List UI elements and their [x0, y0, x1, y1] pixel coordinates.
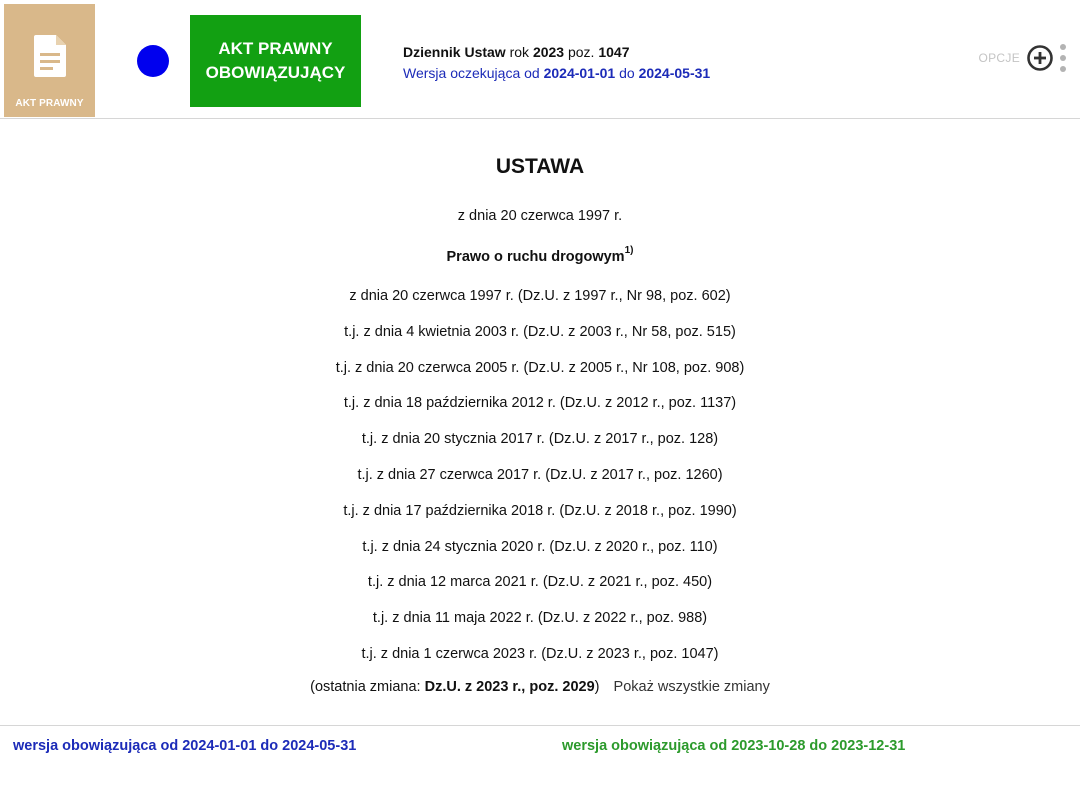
- history-item[interactable]: t.j. z dnia 20 stycznia 2017 r. (Dz.U. z 2017 r., poz. 128): [361, 431, 719, 448]
- position-label: poz.: [567, 44, 595, 60]
- act-content: [0, 119, 1080, 725]
- vertical-dots-icon[interactable]: [1060, 44, 1066, 72]
- publication-history-list: [0, 279, 1080, 673]
- show-all-changes-link[interactable]: Pokaż wszystkie zmiany: [613, 679, 770, 695]
- previous-version-link[interactable]: wersja obowiązująca od 2023-10-28 do 2023-12-31: [562, 738, 906, 754]
- status-indicator-dot: [137, 45, 169, 77]
- publication-reference: [403, 42, 710, 63]
- act-name: [0, 247, 1080, 265]
- history-item[interactable]: t.j. z dnia 27 czerwca 2017 r. (Dz.U. z 2017 r., poz. 1260): [357, 466, 723, 483]
- options-label[interactable]: OPCJE: [978, 51, 1020, 65]
- journal-year: 2023: [532, 44, 565, 60]
- status-line-2: OBOWIĄZUJĄCY: [205, 63, 346, 82]
- journal-position: 1047: [598, 44, 630, 60]
- journal-name: Dziennik Ustaw: [403, 44, 506, 60]
- last-change-info: [0, 679, 1080, 695]
- history-item[interactable]: z dnia 20 czerwca 1997 r. (Dz.U. z 1997 r., Nr 98, poz. 602): [349, 288, 731, 304]
- footnote-marker[interactable]: 1): [624, 245, 634, 256]
- history-item[interactable]: t.j. z dnia 18 października 2012 r. (Dz.U. z 2012 r., poz. 1137): [343, 395, 737, 412]
- current-version-link[interactable]: wersja obowiązująca od 2024-01-01 do 2024-05-31: [13, 738, 357, 754]
- options-menu[interactable]: [978, 44, 1066, 72]
- version-footer: [0, 725, 1080, 799]
- document-icon: [32, 34, 68, 78]
- year-label: rok: [509, 44, 530, 60]
- act-date: z dnia 20 czerwca 1997 r.: [457, 208, 623, 224]
- history-item[interactable]: t.j. z dnia 1 czerwca 2023 r. (Dz.U. z 2023 r., poz. 1047): [361, 645, 719, 662]
- status-line-1: AKT PRAWNY: [218, 39, 333, 58]
- version-to-date: 2024-05-31: [638, 65, 711, 81]
- history-item[interactable]: t.j. z dnia 24 stycznia 2020 r. (Dz.U. z 2020 r., poz. 110): [362, 538, 718, 555]
- document-header: [0, 0, 1080, 119]
- act-type-label: AKT PRAWNY: [15, 98, 84, 109]
- version-to-label: do: [619, 65, 635, 81]
- last-change-link[interactable]: Dz.U. z 2023 r., poz. 2029: [424, 679, 595, 695]
- version-from-date: 2024-01-01: [543, 65, 616, 81]
- act-name-text: Prawo o ruchu drogowym: [446, 248, 625, 265]
- history-item[interactable]: t.j. z dnia 11 maja 2022 r. (Dz.U. z 2022 r., poz. 988): [372, 610, 708, 627]
- history-item[interactable]: t.j. z dnia 20 czerwca 2005 r. (Dz.U. z 2005 r., Nr 108, poz. 908): [335, 359, 745, 376]
- act-type-tile[interactable]: [4, 4, 95, 117]
- act-title: USTAWA: [495, 155, 585, 178]
- history-item[interactable]: t.j. z dnia 17 października 2018 r. (Dz.U. z 2018 r., poz. 1990): [343, 502, 737, 519]
- version-prefix: Wersja oczekująca od: [403, 65, 540, 81]
- history-item[interactable]: t.j. z dnia 12 marca 2021 r. (Dz.U. z 2021 r., poz. 450): [367, 574, 713, 591]
- last-change-prefix: (ostatnia zmiana:: [310, 679, 425, 695]
- publication-info: [403, 42, 710, 84]
- act-status-badge: [190, 15, 361, 107]
- last-change-suffix: ): [594, 679, 600, 695]
- pending-version-info: [403, 63, 710, 84]
- history-item[interactable]: t.j. z dnia 4 kwietnia 2003 r. (Dz.U. z 2003 r., Nr 58, poz. 515): [344, 323, 736, 340]
- plus-circle-icon[interactable]: [1026, 44, 1054, 72]
